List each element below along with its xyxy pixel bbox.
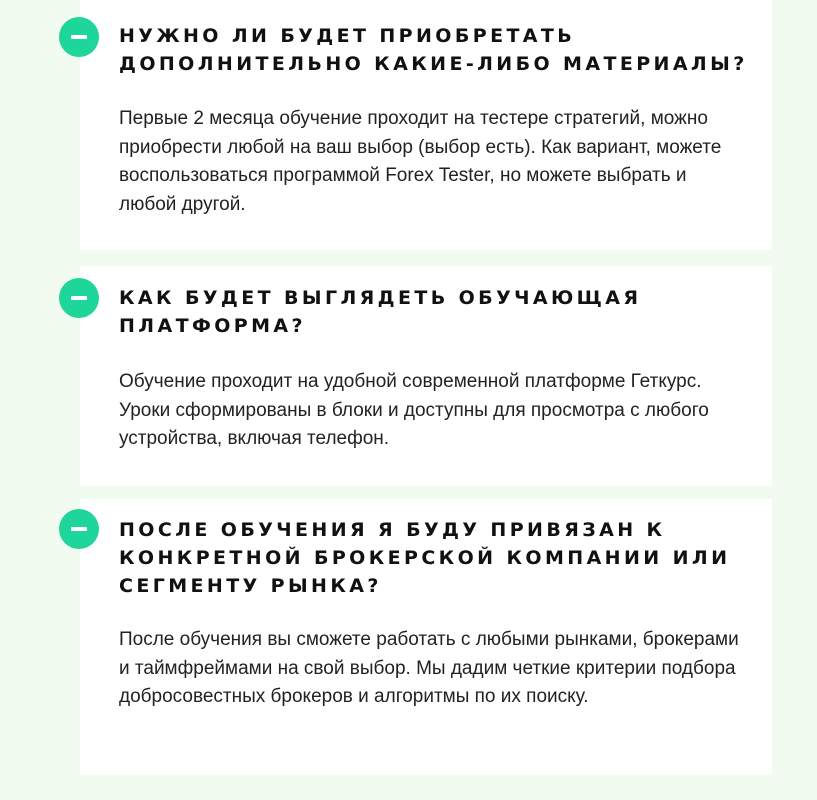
faq-question[interactable]: КАК БУДЕТ ВЫГЛЯДЕТЬ ОБУЧАЮЩАЯ ПЛАТФОРМА? xyxy=(119,287,642,337)
minus-icon xyxy=(71,296,87,300)
minus-icon xyxy=(71,527,87,531)
collapse-toggle-button[interactable] xyxy=(59,278,99,318)
faq-answer: Первые 2 месяца обучение проходит на тестере стратегий, можно приобрести любой на ваш выбор (выбор есть). Как вариант, можете воспользоваться программой Forex Tester, но можете выбрать и любой другой. xyxy=(119,108,722,215)
minus-icon xyxy=(71,35,87,39)
faq-question[interactable]: ПОСЛЕ ОБУЧЕНИЯ Я БУДУ ПРИВЯЗАН К КОНКРЕТНОЙ БРОКЕРСКОЙ КОМПАНИИ ИЛИ СЕГМЕНТУ РЫНКА? xyxy=(119,519,731,597)
collapse-toggle-button[interactable] xyxy=(59,509,99,549)
faq-answer: Обучение проходит на удобной современной платформе Геткурс. Уроки сформированы в блоки и доступны для просмотра с любого устройства, включая телефон. xyxy=(119,371,709,449)
faq-answer: После обучения вы сможете работать с любыми рынками, брокерами и таймфреймами на свой выбор. Мы дадим четкие критерии подбора добросовестных брокеров и алгоритмы по их поиску. xyxy=(119,629,739,707)
collapse-toggle-button[interactable] xyxy=(59,17,99,57)
faq-question[interactable]: НУЖНО ЛИ БУДЕТ ПРИОБРЕТАТЬ ДОПОЛНИТЕЛЬНО КАКИЕ-ЛИБО МАТЕРИАЛЫ? xyxy=(119,25,748,75)
